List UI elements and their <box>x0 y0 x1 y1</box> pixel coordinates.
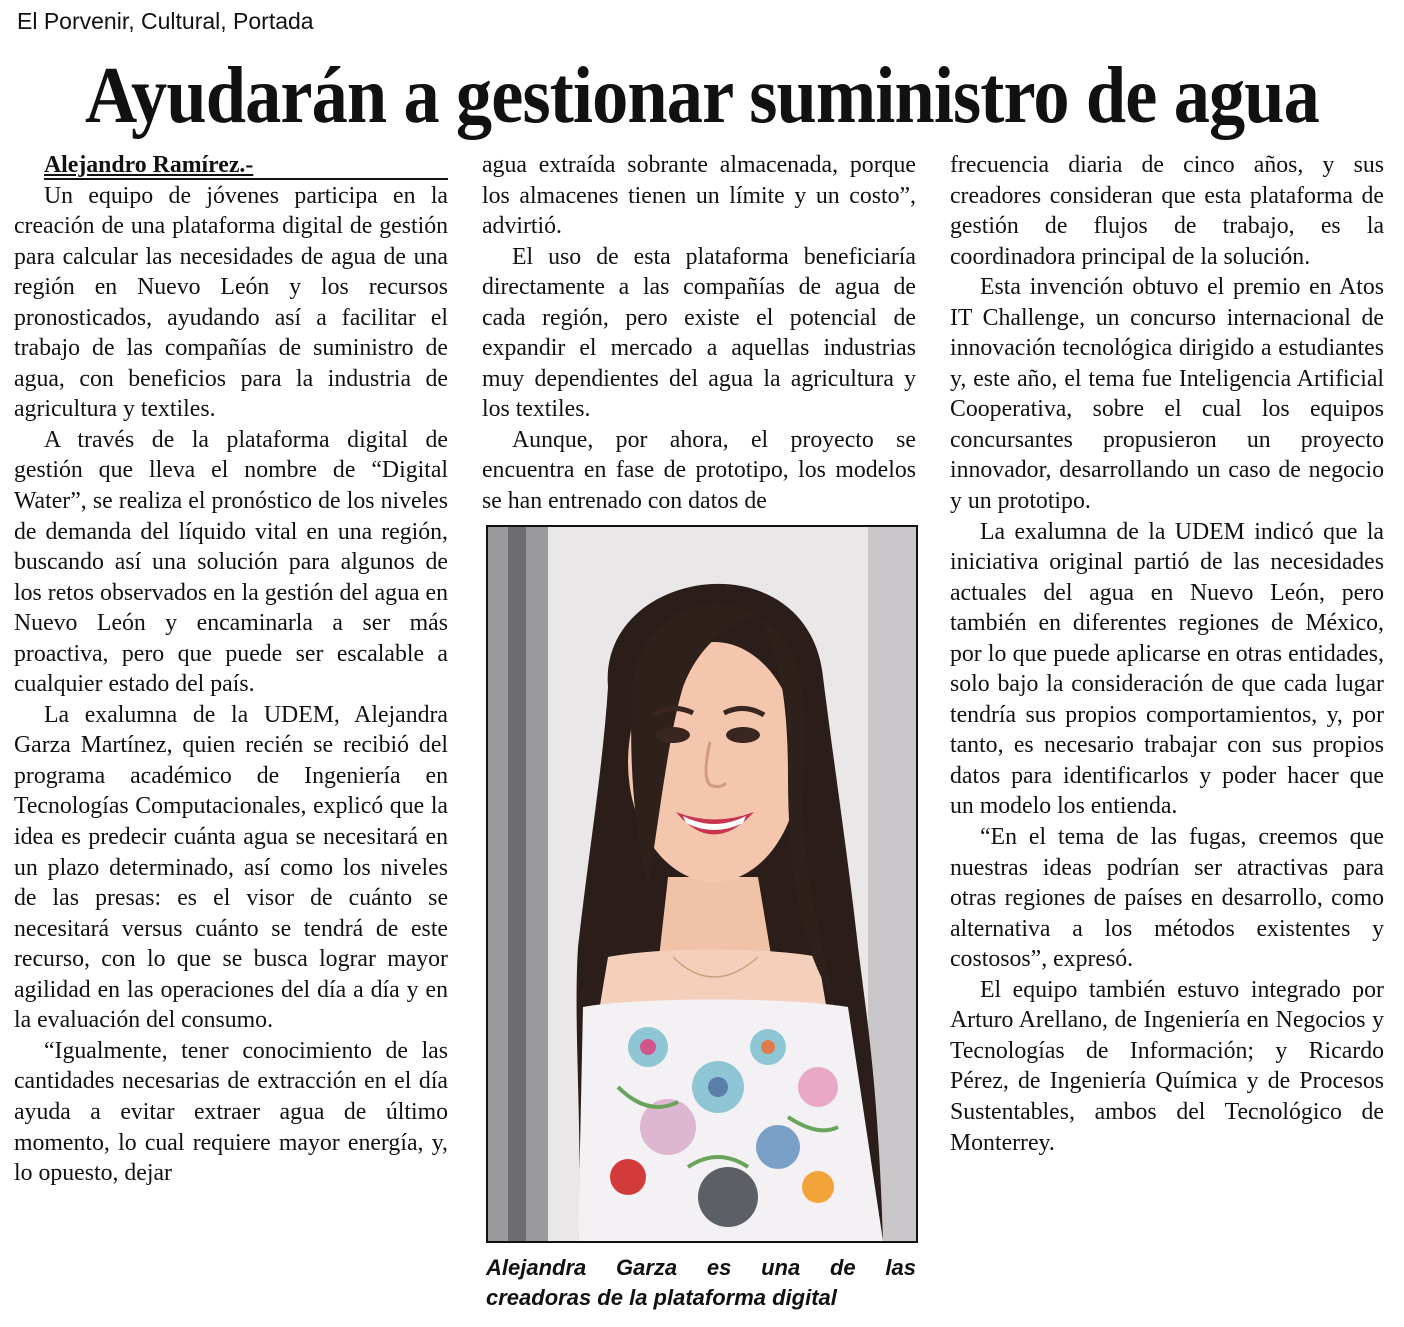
article-column-1 <box>14 150 448 1189</box>
portrait-photo <box>486 525 918 1243</box>
paragraph: “En el tema de las fugas, creemos que nuestras ideas podrían ser atractivas para otras regiones de países en desarrollo, como alternativa a los métodos existentes y costosos”, expresó. <box>950 824 1384 973</box>
caption-line-1: Alejandra Garza es una de las <box>486 1255 916 1280</box>
paragraph: La exalumna de la UDEM, Alejandra Garza Martínez, quien recién se recibió del programa académico de Ingeniería en Tecnologías Computacionales, explicó que la idea es predecir cuánta agua se necesitará en un plazo determinado, así como los niveles de las presas: es el visor de cuánto se necesitará versus cuánto se tendrá de este recurso, con lo que se busca lograr mayor agilidad en las operaciones del día a día y en la evaluación del consumo. <box>14 701 448 1034</box>
paragraph: frecuencia diaria de cinco años, y sus creadores consideran que esta plataforma de gestión de flujos de trabajo, es la coordinadora principal de la solución. <box>950 152 1384 270</box>
paragraph: El uso de esta plataforma beneficiaría directamente a las compañías de agua de cada región, pero existe el potencial de expandir el mercado a aquellas industrias muy dependientes del agua la agricultura y los textiles. <box>482 243 916 423</box>
paragraph: La exalumna de la UDEM indicó que la iniciativa original partió de las necesidades actuales del agua en Nuevo León, pero también en diferentes regiones de México, por lo que puede aplicarse en otras entidades, solo bajo la consideración de que cada lugar tendría sus propios comportamientos, y, por tanto, es necesario trabajar con sus propios datos para identificarlos y poder hacer que un modelo los entienda. <box>950 518 1384 820</box>
paragraph: Esta invención obtuvo el premio en Atos IT Challenge, un concurso internacional de innovación tecnológica dirigido a estudiantes y, este año, el tema fue Inteligencia Artificial Cooperativa, sobre el cual los equipos concursantes propusieron un proyecto innovador, desarrollando un caso de negocio y un prototipo. <box>950 274 1384 515</box>
paragraph: El equipo también estuvo integrado por Arturo Arellano, de Ingeniería en Negocios y Tecnologías de Información; y Ricardo Pérez, de Ingeniería Química y de Procesos Sustentables, ambos del Tecnológico de Monterrey. <box>950 976 1384 1156</box>
caption-line-2: creadoras de la plataforma digital <box>486 1285 837 1310</box>
headline: Ayudarán a gestionar suministro de agua <box>85 52 1319 140</box>
source-label: El Porvenir, Cultural, Portada <box>17 8 314 34</box>
photo-caption <box>486 1253 916 1313</box>
paragraph: Un equipo de jóvenes participa en la creación de una plataforma digital de gestión para calcular las necesidades de agua de una región en Nuevo León y los recursos pronosticados, ayudando así a facilitar el trabajo de las compañías de suministro de agua, con beneficios para la industria de agricultura y textiles. <box>14 182 448 423</box>
paragraph: “Igualmente, tener conocimiento de las cantidades necesarias de extracción en el día ayuda a evitar extraer agua de último momento, lo cual requiere mayor energía, y, lo opuesto, dejar <box>14 1037 448 1187</box>
byline-rule <box>44 178 448 180</box>
paragraph: A través de la plataforma digital de gestión que lleva el nombre de “Digital Water”, se realiza el pronóstico de los niveles de demanda del líquido vital en una región, buscando así una solución para algunos de los retos observados en la gestión del agua en Nuevo León y encaminarla a ser más proactiva, pero que puede ser escalable a cualquier estado del país. <box>14 426 448 698</box>
paragraph: agua extraída sobrante almacenada, porque los almacenes tienen un límite y un costo”, advirtió. <box>482 152 916 240</box>
byline: Alejandro Ramírez.- <box>44 152 254 178</box>
portrait-photo-icon <box>488 527 916 1241</box>
article-column-3 <box>950 150 1384 1158</box>
article-column-2 <box>482 150 916 517</box>
paragraph: Aunque, por ahora, el proyecto se encuentra en fase de prototipo, los modelos se han entrenado con datos de <box>482 426 916 515</box>
